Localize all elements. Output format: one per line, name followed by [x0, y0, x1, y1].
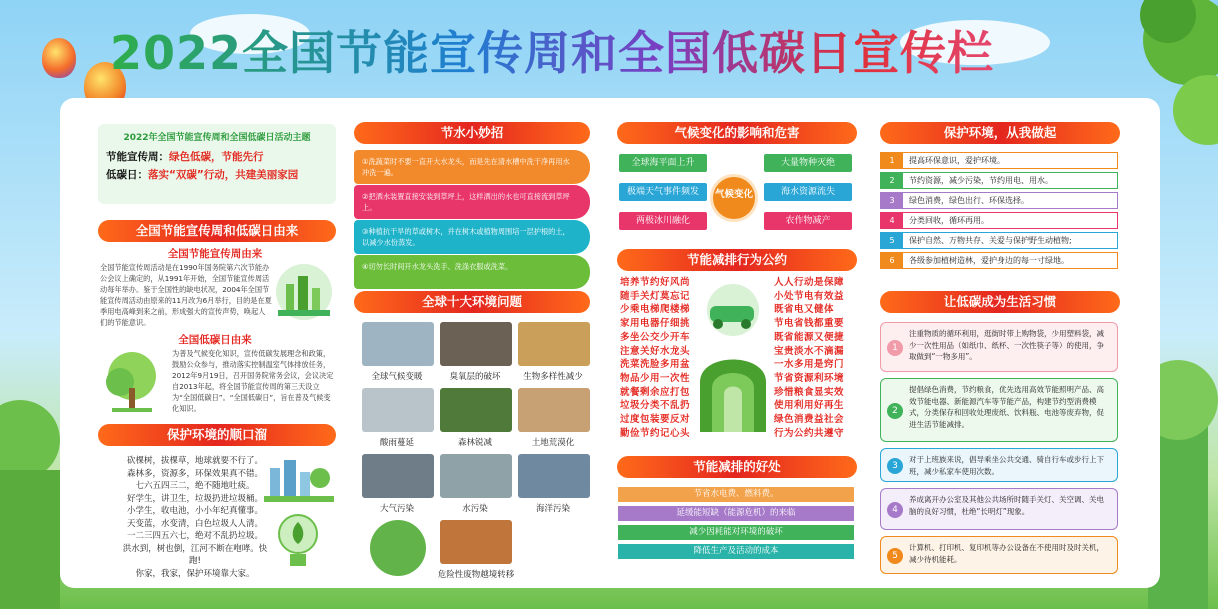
env-issue-photo — [440, 454, 512, 498]
env-issue-label: 海洋污染 — [535, 504, 570, 514]
convention-line: 使用利用好再生 — [774, 400, 845, 412]
protect-item — [880, 192, 1118, 209]
convention-line: 物品少用一次性 — [620, 372, 691, 384]
env-issue-photo — [440, 388, 512, 432]
origin-header: 全国节能宣传周和低碳日由来 — [98, 220, 336, 242]
habit-item-number: 4 — [887, 502, 903, 518]
protect-item — [880, 152, 1118, 169]
poem-text — [120, 455, 270, 580]
env-issue-label: 森林锐减 — [457, 438, 492, 448]
day-origin-text: 为普及气候变化知识，宣传低碳发展理念和政策，鼓励公众参与，推动落实控制温室气体排放任务，2012年9月19日，召开国务院常务会议，会议决定自2013年起，将全国节能宣传周的第三天设立为“全国低碳日”。“全国低碳日”，旨在普及气候变化知识。 — [172, 349, 334, 413]
env-issue-label: 臭氧层的破坏 — [449, 372, 501, 382]
day-origin-title: 全国低碳日由来 — [178, 334, 252, 346]
env-issues-header: 全球十大环境问题 — [354, 291, 590, 313]
theme-title: 2022年全国节能宣传周和全国低碳日活动主题 — [123, 133, 311, 143]
benefits-header: 节能减排的好处 — [617, 456, 857, 478]
convention-header: 节能减排行为公约 — [617, 249, 857, 271]
water-tip: ①洗蔬菜时不要一直开大水龙头，而是先在清水槽中洗干净再用水冲洗一遍。 — [354, 150, 590, 184]
env-issue-label: 生物多样性减少 — [523, 372, 583, 382]
poem-header: 保护环境的顺口溜 — [98, 424, 336, 446]
env-issue-label: 大气污染 — [379, 504, 414, 514]
protect-item-number: 4 — [881, 213, 903, 228]
protect-item-text: 保护自然、万物共存、关爱与保护野生动植物; — [909, 236, 1072, 245]
env-issue-photo — [362, 454, 434, 498]
benefit-item: 延缓能短缺（能源危机）的来临 — [618, 506, 854, 521]
poem-line: 七六五四三二，绝不随地吐痰。 — [135, 481, 255, 491]
convention-line: 人人行动是保障 — [774, 277, 845, 288]
habit-item-text: 注重物质的循环利用，逛街时带上购物袋，少用塑料袋，减少一次性用品（如纸巾、纸杯、一次性筷子等）的使用，争取做到“一物多用”。 — [909, 329, 1104, 361]
convention-line: 垃圾分类不乱扔 — [620, 400, 691, 412]
hot-air-balloon-icon — [42, 38, 76, 78]
env-issue-label: 酸雨蔓延 — [379, 438, 414, 448]
env-issue-photo — [518, 454, 590, 498]
env-issue-label: 危险性废物越境转移 — [437, 570, 515, 580]
protect-item-number: 6 — [881, 253, 903, 268]
climate-effect-left: 极端天气事件频发 — [619, 183, 707, 201]
protect-item — [880, 232, 1118, 249]
convention-line: 培养节约好风尚 — [620, 277, 691, 288]
convention-line: 过度包装要反对 — [620, 414, 691, 426]
habits-header: 让低碳成为生活习惯 — [880, 291, 1120, 313]
benefit-item: 减少因耗能对环境的破坏 — [618, 525, 854, 540]
habit-item-number: 5 — [887, 548, 903, 564]
poem-line: 森林多，资源多，环保效果真不错。 — [126, 468, 263, 479]
poem-line: 洪水到，树也倒，江河不断在咆哮。快跑! — [122, 543, 268, 566]
water-header: 节水小妙招 — [354, 122, 590, 144]
convention-right — [774, 276, 854, 440]
green-city-bulb-icon — [272, 262, 336, 324]
green-tree-icon — [98, 348, 166, 416]
poem-line: 一二三四五六七，绝对不乱扔垃圾。 — [126, 531, 263, 541]
habit-item — [880, 488, 1118, 530]
green-bulb-icon — [276, 510, 320, 574]
theme-box — [98, 124, 336, 204]
habit-item — [880, 536, 1118, 574]
climate-effect-right: 海水资源流失 — [764, 183, 852, 201]
poem-line: 你家，我家，保护环境靠大家。 — [135, 568, 255, 579]
env-issue-label: 土地荒漠化 — [531, 438, 575, 448]
convention-line: 勤俭节约记心头 — [620, 427, 691, 439]
convention-line: 行为公约共遵守 — [774, 427, 845, 439]
env-issue-photo — [518, 388, 590, 432]
green-city-icon — [264, 454, 334, 502]
page-title: 2022全国节能宣传周和全国低碳日宣传栏 — [110, 18, 1110, 88]
habit-item-number: 2 — [887, 403, 903, 419]
convention-line: 节电省钱都重要 — [774, 318, 845, 330]
water-tip: ④切勿长时间开水龙头洗手、洗涤衣服或洗菜。 — [354, 255, 590, 289]
protect-header: 保护环境，从我做起 — [880, 122, 1120, 144]
week-origin-title: 全国节能宣传周由来 — [167, 248, 263, 260]
protect-item-text: 绿色消费，绿色出行、环保选择。 — [909, 196, 1029, 205]
poem-line: 天变蓝，水变清，白色垃圾人人清。 — [126, 518, 263, 529]
habit-item-text: 养成离开办公室及其他公共场所时随手关灯、关空调、关电脑的良好习惯，杜绝“长明灯”现象。 — [909, 495, 1104, 516]
protect-item-text: 分类回收，循环再用。 — [909, 216, 989, 225]
habit-item-number: 1 — [887, 340, 903, 356]
climate-effect-right: 农作物减产 — [764, 212, 852, 230]
convention-line: 随手关灯莫忘记 — [620, 290, 691, 302]
convention-line: 绿色消费益社会 — [774, 414, 845, 426]
convention-line: 既省能源又便捷 — [774, 331, 845, 343]
env-issue-photo — [518, 322, 590, 366]
benefit-item: 降低生产及活动的成本 — [618, 544, 854, 559]
habit-item-text: 对于上班族来说，倡导乘坐公共交通、骑自行车或步行上下班，减少私家车使用次数。 — [909, 455, 1104, 476]
habit-item — [880, 322, 1118, 372]
protect-item-text: 提高环保意识，爱护环境。 — [909, 156, 1005, 165]
climate-center-badge: 气候变化 — [710, 174, 758, 222]
env-issue-photo — [440, 322, 512, 366]
convention-line: 节省资源利环境 — [774, 372, 845, 384]
habit-item-text: 提倡绿色消费，节约粮食，优先选用高效节能照明产品、高效节能电器、新能源汽车等节能产品，构建节约型消费模式，分类保存和回收处理废纸、饮料瓶、电池等废弃物，促进生活节能减排。 — [909, 385, 1104, 429]
protect-item — [880, 172, 1118, 189]
convention-line: 洗菜洗脸多用盆 — [620, 359, 691, 371]
env-issue-photo — [440, 520, 512, 564]
convention-line: 一水多用是窍门 — [774, 359, 845, 371]
convention-left — [620, 276, 700, 440]
theme-week: 节能宣传周：绿色低碳，节能先行 — [106, 151, 264, 163]
benefit-item: 节省水电费、燃料费。 — [618, 487, 854, 502]
env-issue-label: 全球气候变暖 — [371, 372, 423, 382]
habit-item — [880, 448, 1118, 482]
climate-effect-right: 大量物种灭绝 — [764, 154, 852, 172]
poem-line: 小学生，收电池，小小年纪真懂事。 — [126, 506, 263, 516]
convention-line: 少乘电梯爬楼梯 — [620, 304, 691, 316]
env-issue-photo — [362, 322, 434, 366]
water-tip: ③种植抗干旱的草或树木，并在树木或植物周围培一层护根的土，以减少水份蒸发。 — [354, 220, 590, 254]
env-issue-photo — [370, 520, 426, 576]
convention-line: 宝贵淡水不滴漏 — [774, 345, 845, 357]
convention-line: 小处节电有效益 — [774, 290, 845, 302]
climate-effect-left: 全球海平面上升 — [619, 154, 707, 172]
convention-line: 既省电又健体 — [774, 304, 835, 316]
climate-header: 气候变化的影响和危害 — [617, 122, 857, 144]
water-tip: ②把洒水装置直接安装到草坪上，这样洒出的水也可直接流到草坪上。 — [354, 185, 590, 219]
protect-item — [880, 252, 1118, 269]
protect-item-text: 各级参加植树造林，爱护身边的每一寸绿地。 — [909, 256, 1069, 265]
convention-line: 珍惜粮食显实效 — [774, 386, 845, 398]
protect-item-number: 5 — [881, 233, 903, 248]
convention-line: 多坐公交少开车 — [620, 331, 691, 343]
protect-item-number: 3 — [881, 193, 903, 208]
poem-line: 砍棵树，拔棵草，地球就要不行了。 — [126, 456, 263, 466]
climate-effect-left: 两极冰川融化 — [619, 212, 707, 230]
protect-item — [880, 212, 1118, 229]
theme-day: 低碳日：落实“双碳”行动，共建美丽家园 — [106, 169, 299, 181]
env-issue-photo — [362, 388, 434, 432]
habit-item-text: 计算机、打印机、复印机等办公设备在不使用时及时关机，减少待机能耗。 — [909, 543, 1104, 564]
green-car-tunnel-icon — [696, 282, 770, 442]
convention-line: 注意关好水龙头 — [620, 345, 691, 357]
convention-line: 就餐剩余应打包 — [620, 386, 691, 398]
poem-line: 好学生，讲卫生，垃圾扔进垃圾桶。 — [126, 493, 263, 504]
convention-line: 家用电器仔细挑 — [620, 318, 691, 330]
env-issue-label: 水污染 — [462, 504, 488, 514]
habit-item — [880, 378, 1118, 442]
habit-item-number: 3 — [887, 458, 903, 474]
week-origin-text: 全国节能宣传周活动是在1990年国务院第六次节能办公会议上确定的，从1991年开始，全国节能宣传周活动每年举办。鉴于全国性的缺电状况，2004年全国节能宣传周活动由原来的11月改为6月举行，目的是在夏季用电高峰到来之前，形成强大的宣传声势，唤起人们的节能意识。 — [100, 263, 272, 327]
protect-item-text: 节约资源，减少污染，节约用电、用水。 — [909, 176, 1053, 185]
protect-item-number: 2 — [881, 173, 903, 188]
protect-item-number: 1 — [881, 153, 903, 168]
